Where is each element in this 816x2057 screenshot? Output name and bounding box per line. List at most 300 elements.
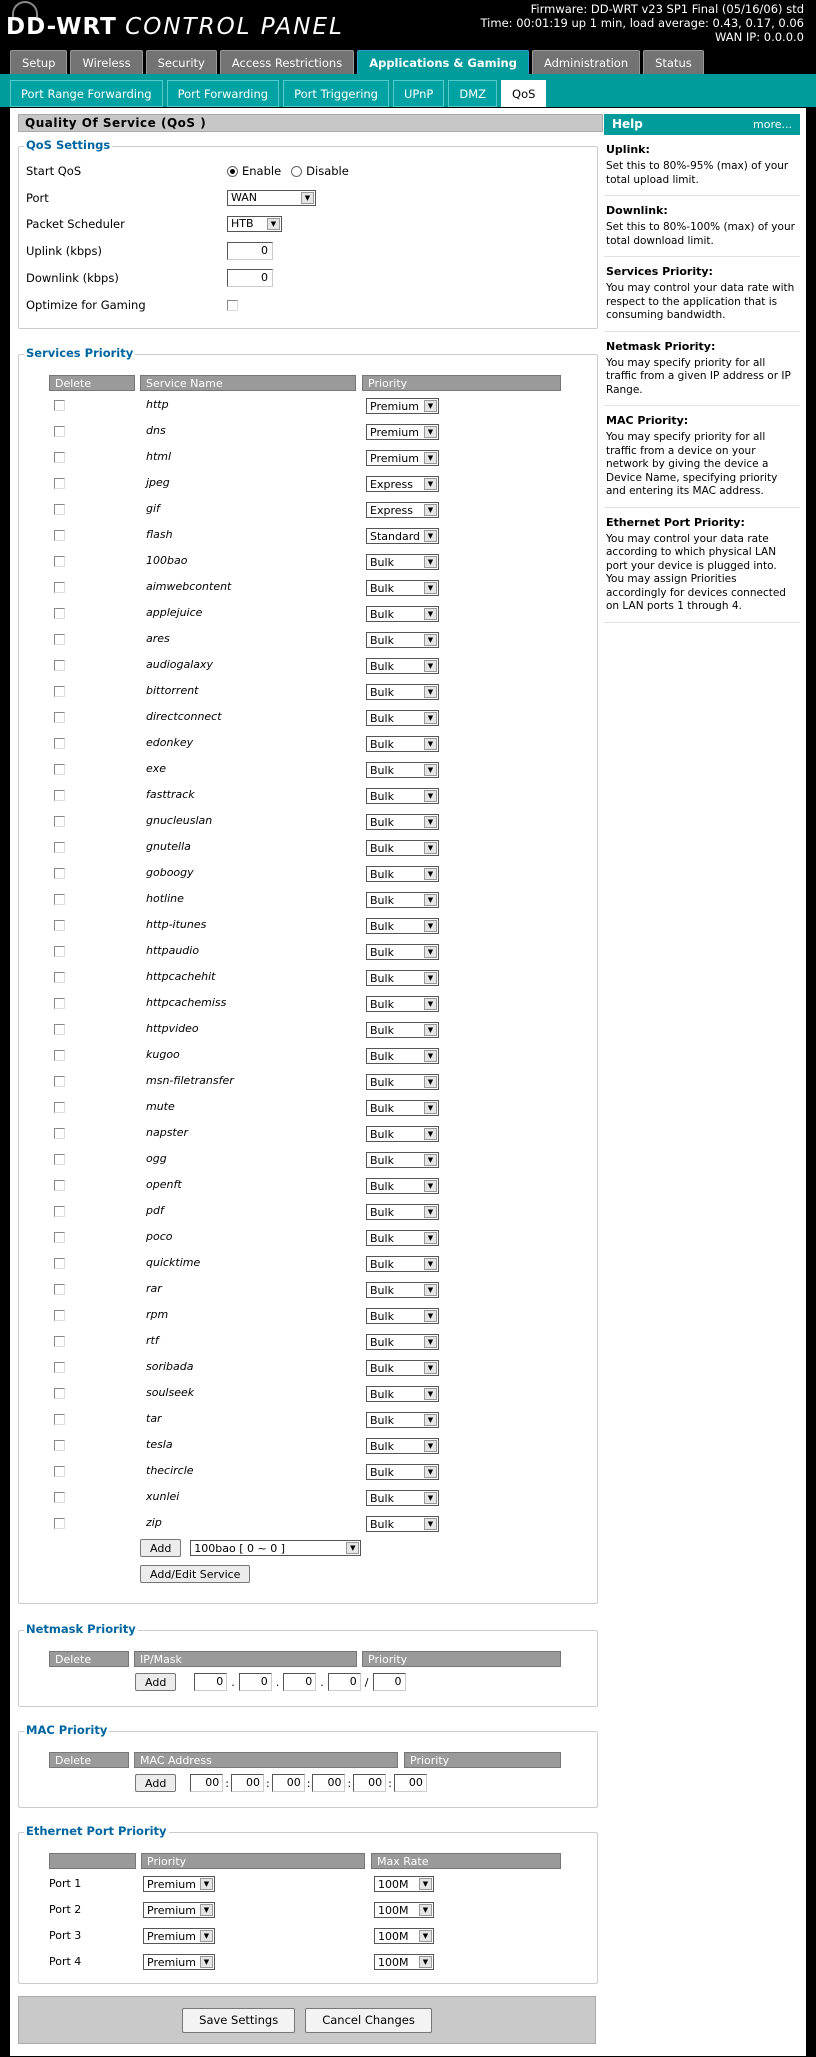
chevron-down-icon: ▼ (424, 1310, 437, 1322)
add-mac-button[interactable]: Add (135, 1774, 176, 1792)
help-item-text: You may control your data rate with respect to the application that is consuming bandwidth. (606, 282, 795, 321)
service-priority-value: Bulk (370, 659, 394, 673)
antenna-icon (12, 1, 38, 17)
mac-separator: : (388, 1776, 392, 1790)
service-priority-select[interactable] (366, 1464, 439, 1480)
service-row (19, 1019, 599, 1041)
service-priority-value: Bulk (370, 1101, 394, 1115)
subtab-dmz[interactable]: DMZ (448, 80, 497, 107)
wan-ip-text: WAN IP: 0.0.0.0 (715, 30, 804, 44)
service-name: goboogy (146, 866, 194, 879)
service-priority-select[interactable] (366, 970, 439, 986)
service-priority-value: Bulk (370, 1257, 394, 1271)
help-item (604, 406, 800, 508)
downlink-input[interactable]: 0 (227, 269, 273, 287)
chevron-down-icon: ▼ (424, 920, 437, 932)
service-delete-checkbox[interactable] (54, 530, 65, 541)
service-name: rpm (146, 1308, 169, 1321)
service-priority-select[interactable] (366, 1022, 439, 1038)
col-priority-header: Priority (362, 375, 561, 391)
help-items (604, 135, 800, 623)
service-delete-checkbox[interactable] (54, 816, 65, 827)
service-priority-select[interactable] (366, 1360, 439, 1376)
service-delete-checkbox[interactable] (54, 920, 65, 931)
service-priority-value: Bulk (370, 815, 394, 829)
help-item-title: Ethernet Port Priority: (606, 515, 745, 529)
service-priority-value: Bulk (370, 867, 394, 881)
service-row (19, 1097, 599, 1119)
service-name: html (146, 450, 172, 463)
service-name: gnucleuslan (146, 814, 213, 827)
ip-octet-1[interactable]: 0 (194, 1673, 227, 1691)
port-select[interactable] (227, 190, 316, 206)
port-rate-value: 100M (378, 1955, 409, 1969)
service-priority-value: Bulk (370, 1153, 394, 1167)
service-priority-select[interactable] (366, 710, 439, 726)
downlink-field (227, 268, 273, 288)
ethernet-port-row (19, 1927, 599, 1947)
service-name: thecircle (146, 1464, 194, 1477)
add-netmask-button[interactable]: Add (135, 1673, 176, 1691)
chevron-down-icon: ▼ (424, 1154, 437, 1166)
service-priority-select[interactable] (366, 1438, 439, 1454)
mac-separator: : (266, 1776, 270, 1790)
service-priority-value: Bulk (370, 945, 394, 959)
service-priority-select[interactable] (366, 762, 439, 778)
help-item-title: MAC Priority: (606, 414, 689, 427)
port-label: Port (26, 191, 49, 205)
service-priority-select[interactable] (366, 1490, 439, 1506)
scheduler-label: Packet Scheduler (26, 217, 125, 231)
service-row (19, 1435, 599, 1457)
service-priority-select[interactable] (366, 892, 439, 908)
service-priority-select[interactable] (366, 476, 439, 492)
service-name: ares (146, 632, 170, 645)
downlink-label: Downlink (kbps) (26, 271, 119, 285)
ethernet-port-priority-section (18, 1824, 598, 1984)
service-name: bittorrent (146, 684, 199, 697)
chevron-down-icon: ▼ (200, 1878, 213, 1890)
help-header (604, 114, 800, 135)
service-row (19, 447, 599, 469)
port-priority-select[interactable] (143, 1876, 215, 1892)
chevron-down-icon: ▼ (424, 712, 437, 724)
service-name: audiogalaxy (146, 658, 214, 671)
service-priority-select[interactable] (366, 1204, 439, 1220)
service-delete-checkbox[interactable] (54, 1518, 65, 1529)
service-delete-checkbox[interactable] (54, 1232, 65, 1243)
service-delete-checkbox[interactable] (54, 1050, 65, 1061)
service-priority-select[interactable] (366, 528, 439, 544)
disable-label: Disable (306, 164, 349, 178)
service-edit-row (140, 1565, 250, 1583)
service-name: openft (146, 1178, 182, 1191)
service-row (19, 525, 599, 547)
ip-separator: . (231, 1675, 235, 1689)
chevron-down-icon: ▼ (424, 1466, 437, 1478)
tab-setup[interactable]: Setup (10, 50, 67, 74)
service-delete-checkbox[interactable] (54, 738, 65, 749)
service-priority-value: Bulk (370, 1361, 394, 1375)
help-item-title: Netmask Priority: (606, 339, 716, 353)
service-priority-select[interactable] (366, 606, 439, 622)
chevron-down-icon: ▼ (424, 1076, 437, 1088)
chevron-down-icon: ▼ (424, 400, 437, 412)
service-priority-select[interactable] (366, 996, 439, 1012)
ethernet-port-row (19, 1875, 599, 1895)
save-settings-button[interactable]: Save Settings (182, 2008, 295, 2033)
help-item (604, 257, 800, 332)
service-name: directconnect (146, 710, 222, 723)
subtab-upnp[interactable]: UPnP (393, 80, 444, 107)
chevron-down-icon: ▼ (419, 1956, 432, 1968)
tab-status[interactable]: Status (643, 50, 704, 74)
help-item-title: Services Priority: (606, 265, 713, 278)
service-priority-select[interactable] (366, 866, 439, 882)
chevron-down-icon: ▼ (419, 1930, 432, 1942)
help-item-title: Downlink: (606, 204, 668, 217)
chevron-down-icon: ▼ (424, 1102, 437, 1114)
service-delete-checkbox[interactable] (54, 1076, 65, 1087)
service-priority-select[interactable] (366, 580, 439, 596)
service-priority-value: Bulk (370, 1075, 394, 1089)
service-delete-checkbox[interactable] (54, 400, 65, 411)
chevron-down-icon: ▼ (424, 634, 437, 646)
service-delete-checkbox[interactable] (54, 426, 65, 437)
mac-octet-3[interactable]: 00 (272, 1774, 305, 1792)
disable-radio[interactable] (291, 166, 302, 177)
service-row (19, 1045, 599, 1067)
ip-octet-2[interactable]: 0 (239, 1673, 272, 1691)
service-priority-select[interactable] (366, 814, 439, 830)
port-rate-select[interactable] (374, 1928, 434, 1944)
service-name: mute (146, 1100, 175, 1113)
port-rate-value: 100M (378, 1877, 409, 1891)
service-priority-select[interactable] (366, 1074, 439, 1090)
service-row (19, 1253, 599, 1275)
service-delete-checkbox[interactable] (54, 868, 65, 879)
service-row (19, 863, 599, 885)
ethernet-port-row (19, 1901, 599, 1921)
tab-administration[interactable]: Administration (532, 50, 640, 74)
start-qos-label: Start QoS (26, 164, 82, 178)
service-delete-checkbox[interactable] (54, 1310, 65, 1321)
port-priority-select[interactable] (143, 1928, 215, 1944)
service-delete-checkbox[interactable] (54, 712, 65, 723)
service-delete-checkbox[interactable] (54, 1258, 65, 1269)
chevron-down-icon: ▼ (424, 1518, 437, 1530)
port-priority-value: Premium (147, 1877, 196, 1891)
mac-col-priority: Priority (404, 1752, 561, 1768)
scheduler-select[interactable] (227, 216, 282, 232)
chevron-down-icon: ▼ (424, 972, 437, 984)
service-priority-select[interactable] (366, 1256, 439, 1272)
content-area (10, 108, 806, 2056)
service-delete-checkbox[interactable] (54, 1388, 65, 1399)
service-name: httpcachehit (146, 970, 216, 983)
port-rate-value: 100M (378, 1929, 409, 1943)
service-priority-select[interactable] (366, 398, 439, 414)
service-delete-checkbox[interactable] (54, 556, 65, 567)
service-row (19, 759, 599, 781)
port-priority-select[interactable] (143, 1902, 215, 1918)
service-priority-select[interactable] (366, 632, 439, 648)
service-row (19, 811, 599, 833)
chevron-down-icon: ▼ (424, 1492, 437, 1504)
service-delete-checkbox[interactable] (54, 608, 65, 619)
service-priority-select[interactable] (366, 1282, 439, 1298)
tab-security[interactable]: Security (146, 50, 217, 74)
port-rate-select[interactable] (374, 1876, 434, 1892)
service-name: zip (146, 1516, 162, 1529)
service-row (19, 1175, 599, 1197)
enable-radio[interactable] (227, 166, 238, 177)
chevron-down-icon: ▼ (424, 556, 437, 568)
chevron-down-icon: ▼ (424, 426, 437, 438)
service-delete-checkbox[interactable] (54, 686, 65, 697)
service-row (19, 629, 599, 651)
service-delete-checkbox[interactable] (54, 1362, 65, 1373)
service-name: dns (146, 424, 166, 437)
service-delete-checkbox[interactable] (54, 452, 65, 463)
chevron-down-icon: ▼ (346, 1542, 359, 1554)
subtab-port-forwarding[interactable]: Port Forwarding (167, 80, 279, 107)
service-priority-select[interactable] (366, 1334, 439, 1350)
mac-separator: : (347, 1776, 352, 1790)
service-priority-value: Bulk (370, 1387, 394, 1401)
ip-octet-4[interactable]: 0 (328, 1673, 361, 1691)
mask-separator: / (364, 1675, 369, 1689)
service-delete-checkbox[interactable] (54, 946, 65, 957)
service-priority-value: Bulk (370, 1283, 394, 1297)
service-name: hotline (146, 892, 184, 905)
service-priority-value: Bulk (370, 1179, 394, 1193)
service-priority-select[interactable] (366, 554, 439, 570)
service-delete-checkbox[interactable] (54, 790, 65, 801)
service-name: 100bao (146, 554, 188, 567)
service-delete-checkbox[interactable] (54, 1206, 65, 1217)
tab-applications-gaming[interactable]: Applications & Gaming (357, 50, 529, 74)
service-name: xunlei (146, 1490, 180, 1503)
service-priority-select[interactable] (366, 450, 439, 466)
service-priority-select[interactable] (366, 788, 439, 804)
help-panel (604, 114, 800, 623)
service-row (19, 707, 599, 729)
ip-separator: . (320, 1675, 324, 1689)
save-bar (18, 1996, 596, 2044)
service-delete-checkbox[interactable] (54, 582, 65, 593)
service-row (19, 1149, 599, 1171)
main-nav (10, 50, 704, 74)
service-name: jpeg (146, 476, 170, 489)
service-priority-value: Bulk (370, 1439, 394, 1453)
mac-separator: : (306, 1776, 311, 1790)
service-priority-select[interactable] (366, 944, 439, 960)
port-priority-value: Premium (147, 1929, 196, 1943)
firmware-text: Firmware: DD-WRT v23 SP1 Final (05/16/06) std (530, 2, 804, 16)
service-delete-checkbox[interactable] (54, 1414, 65, 1425)
service-priority-select[interactable] (366, 1308, 439, 1324)
service-priority-select[interactable] (366, 1386, 439, 1402)
subtab-port-range-forwarding[interactable]: Port Range Forwarding (10, 80, 163, 107)
service-delete-checkbox[interactable] (54, 1180, 65, 1191)
service-name: fasttrack (146, 788, 195, 801)
service-row (19, 1201, 599, 1223)
service-priority-value: Premium (370, 399, 419, 413)
port-rate-select[interactable] (374, 1902, 434, 1918)
mac-octet-1[interactable]: 00 (190, 1774, 223, 1792)
service-row (19, 837, 599, 859)
chevron-down-icon: ▼ (200, 1904, 213, 1916)
service-priority-value: Bulk (370, 1465, 394, 1479)
netmask-bits-input[interactable]: 0 (373, 1673, 406, 1691)
add-service-button[interactable]: Add (140, 1539, 181, 1557)
service-priority-select[interactable] (366, 424, 439, 440)
uplink-input[interactable]: 0 (227, 242, 273, 260)
port-rate-select[interactable] (374, 1954, 434, 1970)
service-delete-checkbox[interactable] (54, 634, 65, 645)
service-row (19, 889, 599, 911)
service-delete-checkbox[interactable] (54, 1466, 65, 1477)
netmask-add-row (135, 1673, 406, 1691)
service-name: flash (146, 528, 173, 541)
service-priority-select[interactable] (366, 658, 439, 674)
service-name: pdf (146, 1204, 164, 1217)
chevron-down-icon: ▼ (200, 1930, 213, 1942)
chevron-down-icon: ▼ (419, 1878, 432, 1890)
tab-wireless[interactable]: Wireless (70, 50, 142, 74)
chevron-down-icon: ▼ (424, 1050, 437, 1062)
service-delete-checkbox[interactable] (54, 998, 65, 1009)
service-delete-checkbox[interactable] (54, 764, 65, 775)
port-priority-select[interactable] (143, 1954, 215, 1970)
help-item (604, 508, 800, 623)
service-priority-select[interactable] (366, 1516, 439, 1532)
chevron-down-icon: ▼ (424, 1128, 437, 1140)
service-priority-select[interactable] (366, 1126, 439, 1142)
service-row (19, 681, 599, 703)
service-name: tesla (146, 1438, 173, 1451)
chevron-down-icon: ▼ (424, 1440, 437, 1452)
chevron-down-icon: ▼ (424, 1362, 437, 1374)
gaming-label: Optimize for Gaming (26, 298, 146, 312)
service-priority-select[interactable] (366, 502, 439, 518)
add-edit-service-button[interactable]: Add/Edit Service (140, 1565, 250, 1583)
service-name: rar (146, 1282, 162, 1295)
chevron-down-icon: ▼ (424, 1388, 437, 1400)
service-delete-checkbox[interactable] (54, 1024, 65, 1035)
service-delete-checkbox[interactable] (54, 1492, 65, 1503)
qos-settings-section (18, 138, 598, 329)
service-delete-checkbox[interactable] (54, 660, 65, 671)
chevron-down-icon: ▼ (424, 452, 437, 464)
eth-col-priority: Priority (141, 1853, 365, 1869)
service-priority-value: Bulk (370, 1413, 394, 1427)
help-item-title: Uplink: (606, 143, 650, 156)
service-priority-value: Bulk (370, 1049, 394, 1063)
scheduler-value: HTB (231, 217, 254, 230)
help-item (604, 135, 800, 196)
ip-octet-3[interactable]: 0 (283, 1673, 316, 1691)
mac-separator: : (225, 1776, 230, 1790)
service-priority-select[interactable] (366, 1178, 439, 1194)
ip-separator: . (275, 1675, 280, 1689)
service-priority-value: Bulk (370, 971, 394, 985)
gaming-checkbox[interactable] (227, 300, 238, 311)
service-priority-select[interactable] (366, 918, 439, 934)
chevron-down-icon: ▼ (424, 842, 437, 854)
service-row (19, 993, 599, 1015)
service-delete-checkbox[interactable] (54, 1440, 65, 1451)
service-row (19, 1357, 599, 1379)
service-priority-value: Bulk (370, 607, 394, 621)
mac-octet-5[interactable]: 00 (353, 1774, 386, 1792)
service-priority-value: Bulk (370, 633, 394, 647)
service-delete-checkbox[interactable] (54, 894, 65, 905)
service-priority-value: Bulk (370, 1309, 394, 1323)
scheduler-field (227, 214, 282, 234)
service-priority-select[interactable] (366, 1100, 439, 1116)
help-item-text: You may specify priority for all traffic from a device on your network by giving the device a Device Name, specifying priority and entering its MAC address. (606, 431, 778, 497)
service-delete-checkbox[interactable] (54, 1284, 65, 1295)
subtab-port-triggering[interactable]: Port Triggering (283, 80, 389, 107)
page-title: Quality Of Service (QoS ) (18, 114, 603, 132)
service-priority-select[interactable] (366, 736, 439, 752)
service-delete-checkbox[interactable] (54, 1128, 65, 1139)
mac-octet-2[interactable]: 00 (231, 1774, 264, 1792)
service-row (19, 1383, 599, 1405)
service-priority-select[interactable] (366, 684, 439, 700)
service-priority-value: Bulk (370, 1517, 394, 1531)
help-title: Help (612, 117, 643, 131)
ethernet-port-priority-legend: Ethernet Port Priority (26, 1824, 167, 1838)
gaming-field (227, 295, 238, 315)
help-more-link[interactable]: more... (753, 118, 792, 131)
service-row (19, 421, 599, 443)
cancel-changes-button[interactable]: Cancel Changes (305, 2008, 432, 2033)
service-priority-select[interactable] (366, 1412, 439, 1428)
subtab-qos[interactable]: QoS (501, 80, 546, 107)
service-row (19, 603, 599, 625)
mac-octet-4[interactable]: 00 (312, 1774, 345, 1792)
help-item (604, 196, 800, 257)
service-delete-checkbox[interactable] (54, 504, 65, 515)
service-delete-checkbox[interactable] (54, 842, 65, 853)
ethernet-port-row (19, 1953, 599, 1973)
service-priority-select[interactable] (366, 1048, 439, 1064)
service-delete-checkbox[interactable] (54, 972, 65, 983)
service-delete-checkbox[interactable] (54, 1154, 65, 1165)
tab-access-restrictions[interactable]: Access Restrictions (220, 50, 354, 74)
service-delete-checkbox[interactable] (54, 1336, 65, 1347)
service-name: httpvideo (146, 1022, 199, 1035)
service-priority-select[interactable] (366, 840, 439, 856)
service-row (19, 551, 599, 573)
service-priority-value: Bulk (370, 789, 394, 803)
chevron-down-icon: ▼ (424, 1258, 437, 1270)
service-name: httpcachemiss (146, 996, 227, 1009)
chevron-down-icon: ▼ (424, 764, 437, 776)
port-label: Port 2 (49, 1903, 82, 1916)
service-row (19, 499, 599, 521)
mac-octet-6[interactable]: 00 (394, 1774, 427, 1792)
service-delete-checkbox[interactable] (54, 1102, 65, 1113)
service-priority-select[interactable] (366, 1230, 439, 1246)
service-delete-checkbox[interactable] (54, 478, 65, 489)
service-name: httpaudio (146, 944, 200, 957)
service-priority-select[interactable] (366, 1152, 439, 1168)
service-add-select[interactable] (190, 1540, 361, 1556)
